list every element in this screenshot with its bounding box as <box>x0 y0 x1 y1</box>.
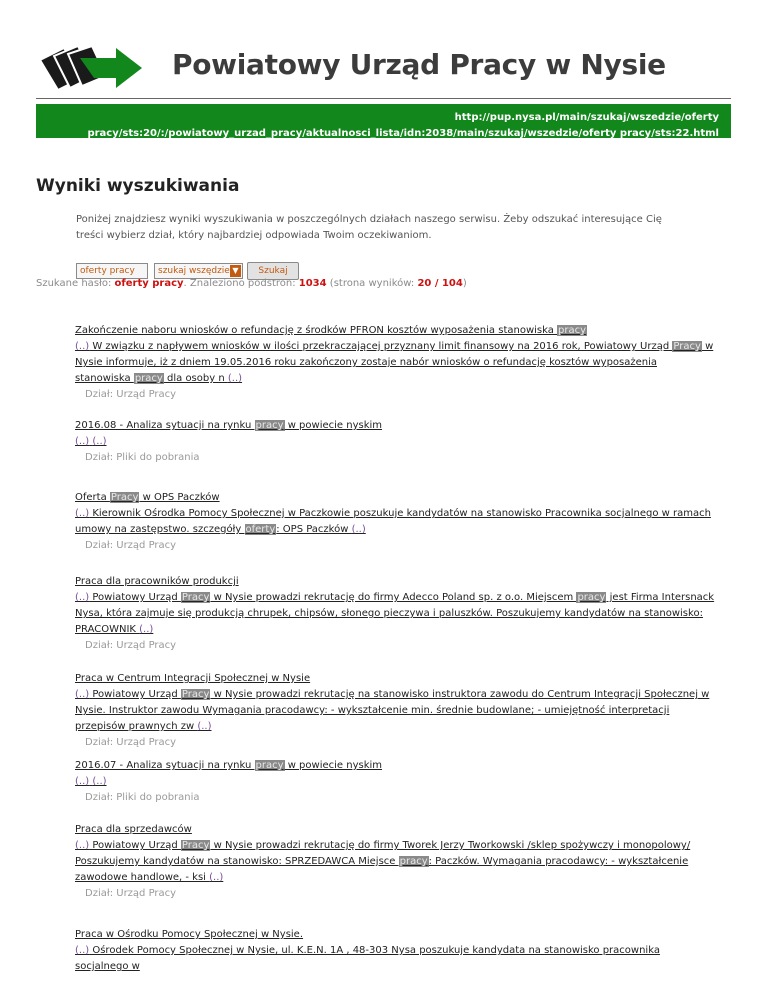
text-segment: Powiatowy Urząd <box>89 840 181 851</box>
text-segment: Powiatowy Urząd <box>89 592 181 603</box>
dropdown-arrow-icon[interactable]: ▼ <box>230 265 241 277</box>
text-segment: Praca w Ośrodku Pomocy Społecznej w Nysie. <box>75 929 304 940</box>
text-segment: Powiatowy Urząd <box>89 689 181 700</box>
header-divider <box>36 98 731 99</box>
ellipsis-marker: (..) <box>139 624 154 635</box>
result-snippet <box>75 506 715 538</box>
text-segment: W związku z napływem wniosków w ilości przekraczającej przyznany limit finansowy na 2016 rok, Powiatowy Urząd <box>89 341 673 352</box>
result-snippet-link[interactable] <box>75 508 711 535</box>
highlighted-term: pracy <box>577 592 606 603</box>
result-item <box>75 822 715 902</box>
result-item <box>75 758 715 806</box>
summary-found-label: . Znaleziono podstron: <box>183 278 299 289</box>
text-segment: 2016.07 - Analiza sytuacji na rynku <box>75 760 255 771</box>
result-title-link[interactable] <box>75 758 715 774</box>
result-section: Dział: Urząd Pracy <box>85 389 177 400</box>
url-line: pracy/sts:20/:/powiatowy_urzad_pracy/aktualnosci_lista/idn:2038/main/szukaj/wszedzie/oferty pracy/sts:22.html <box>87 128 719 139</box>
text-segment: Oferta <box>75 492 110 503</box>
highlighted-term: Pracy <box>673 341 701 352</box>
site-header <box>36 38 732 96</box>
text-segment: w Nysie prowadzi rekrutację do firmy Adecco Poland sp. z o.o. Miejscem <box>210 592 577 603</box>
summary-label: Szukane hasło: <box>36 278 115 289</box>
highlighted-term: Pracy <box>181 840 210 851</box>
text-segment: Praca dla sprzedawców <box>75 824 192 835</box>
highlighted-term: Pracy <box>181 592 210 603</box>
text-segment: Praca w Centrum Integracji Społecznej w Nysie <box>75 673 311 684</box>
result-title-link[interactable] <box>75 574 715 590</box>
text-segment: Kierownik Ośrodka Pomocy Społecznej w Paczkowie poszukuje kandydatów na stanowisko Pracownika socjalnego w ramach umowy na zastępstwo. szczegóły <box>75 508 711 535</box>
result-item <box>75 490 715 554</box>
result-title-link[interactable] <box>75 323 715 339</box>
text-segment: : OPS Paczków <box>276 524 352 535</box>
result-snippet-link[interactable] <box>75 592 714 635</box>
result-title-link[interactable] <box>75 490 715 506</box>
result-item <box>75 671 715 751</box>
text-segment: Praca dla pracowników produkcji <box>75 576 239 587</box>
ellipsis-marker: (..) <box>75 592 90 603</box>
highlighted-term: pracy <box>558 325 587 336</box>
highlighted-term: pracy <box>255 760 284 771</box>
logo-icon[interactable] <box>36 42 146 94</box>
result-snippet <box>75 838 715 886</box>
result-item <box>75 323 715 403</box>
result-item <box>75 574 715 654</box>
intro-text: Poniżej znajdziesz wyniki wyszukiwania w poszczególnych działach naszego serwisu. Żeby odszukać interesujące Cię treści wybierz dział, który najbardziej odpowiada Twoim oczekiwaniom. <box>76 214 662 241</box>
result-snippet <box>75 434 715 450</box>
result-title-link[interactable] <box>75 927 715 943</box>
text-segment: w Nysie informuje, iż z dniem 19.05.2016 roku zakończony zostaje nabór wniosków o refundację kosztów wyposażenia stanowiska <box>75 341 714 384</box>
site-title[interactable]: Powiatowy Urząd Pracy w Nysie <box>172 48 666 81</box>
ellipsis-marker: (..) <box>92 436 107 447</box>
result-title-link[interactable] <box>75 671 715 687</box>
result-section: Dział: Pliki do pobrania <box>85 452 200 463</box>
result-section: Dział: Urząd Pracy <box>85 737 177 748</box>
ellipsis-marker: (..) <box>75 776 90 787</box>
result-snippet-link[interactable] <box>75 945 660 972</box>
ellipsis-marker: (..) <box>75 689 90 700</box>
result-title-link[interactable] <box>75 418 715 434</box>
result-section: Dział: Urząd Pracy <box>85 540 177 551</box>
text-segment: w Nysie prowadzi rekrutację do firmy Tworek Jerzy Tworkowski /sklep spożywczy i monopolowy/ Poszukujemy kandydatów na stanowisko: SPRZEDAWCA Miejsce <box>75 840 691 867</box>
highlighted-term: Pracy <box>181 689 210 700</box>
result-section: Dział: Urząd Pracy <box>85 888 177 899</box>
search-input[interactable]: oferty pracy <box>76 263 148 279</box>
result-section: Dział: Pliki do pobrania <box>85 792 200 803</box>
summary-page-label: (strona wyników: <box>329 278 418 289</box>
ellipsis-marker: (..) <box>209 872 224 883</box>
summary-page-value: 20 / 104 <box>417 278 463 289</box>
result-snippet <box>75 339 715 387</box>
ellipsis-marker: (..) <box>92 776 107 787</box>
ellipsis-marker: (..) <box>227 373 243 384</box>
highlighted-term: pracy <box>134 373 163 384</box>
result-snippet-link[interactable] <box>75 840 690 883</box>
ellipsis-marker: (..) <box>351 524 366 535</box>
summary-query: oferty pracy <box>114 278 184 289</box>
ellipsis-marker: (..) <box>75 436 90 447</box>
result-item <box>75 927 715 975</box>
result-snippet <box>75 943 715 975</box>
result-snippet-link[interactable] <box>75 689 709 732</box>
result-item <box>75 418 715 466</box>
page-title: Wyniki wyszukiwania <box>36 176 240 196</box>
ellipsis-marker: (..) <box>75 840 90 851</box>
text-segment: : Paczków. Wymagania pracodawcy: - wykształcenie zawodowe handlowe, - ksi <box>75 856 689 883</box>
search-button[interactable]: Szukaj <box>247 262 299 280</box>
result-snippet-link[interactable] <box>75 436 107 447</box>
ellipsis-marker: (..) <box>197 721 212 732</box>
text-segment: dla osoby n <box>163 373 228 384</box>
text-segment: 2016.08 - Analiza sytuacji na rynku <box>75 420 255 431</box>
text-segment: w Nysie prowadzi rekrutację na stanowisko instruktora zawodu do Centrum Integracji Społecznej w Nysie. Instruktor zawodu Wymagania pracodawcy: - wykształcenie min. średnie budowlane; - umiejętność interpretacji przepisów prawnych zw <box>75 689 710 732</box>
url-line: http://pup.nysa.pl/main/szukaj/wszedzie/oferty <box>454 112 719 123</box>
result-snippet-link[interactable] <box>75 341 713 384</box>
text-segment: w OPS Paczków <box>139 492 220 503</box>
result-title-link[interactable] <box>75 822 715 838</box>
highlighted-term: oferty <box>245 524 276 535</box>
result-section: Dział: Urząd Pracy <box>85 640 177 651</box>
scope-select[interactable] <box>154 263 243 279</box>
text-segment: Zakończenie naboru wniosków o refundację z środków PFRON kosztów wyposażenia stanowiska <box>75 325 558 336</box>
text-segment: w powiecie nyskim <box>284 420 383 431</box>
result-snippet <box>75 687 715 735</box>
ellipsis-marker: (..) <box>75 945 90 956</box>
result-snippet-link[interactable] <box>75 776 107 787</box>
url-bar <box>36 104 731 138</box>
result-snippet <box>75 590 715 638</box>
ellipsis-marker: (..) <box>75 508 90 519</box>
highlighted-term: pracy <box>399 856 428 867</box>
result-snippet <box>75 774 715 790</box>
text-segment: w powiecie nyskim <box>284 760 383 771</box>
text-segment: jest Firma Intersnack Nysa, która zajmuje się produkcją chrupek, chipsów, słonego pieczywa i paluszków. Poszukujemy kandydatów na stanowisko: PRACOWNIK <box>75 592 715 635</box>
search-summary <box>36 278 467 289</box>
text-segment: Ośrodek Pomocy Społecznej w Nysie, ul. K.E.N. 1A , 48-303 Nysa poszukuje kandydata na stanowisko pracownika socjalnego w <box>75 945 660 972</box>
highlighted-term: pracy <box>255 420 284 431</box>
scope-select-value: szukaj wszędzie <box>158 266 230 276</box>
summary-found-count: 1034 <box>298 278 327 289</box>
ellipsis-marker: (..) <box>75 341 90 352</box>
highlighted-term: Pracy <box>110 492 139 503</box>
summary-page-close: ) <box>462 278 467 289</box>
